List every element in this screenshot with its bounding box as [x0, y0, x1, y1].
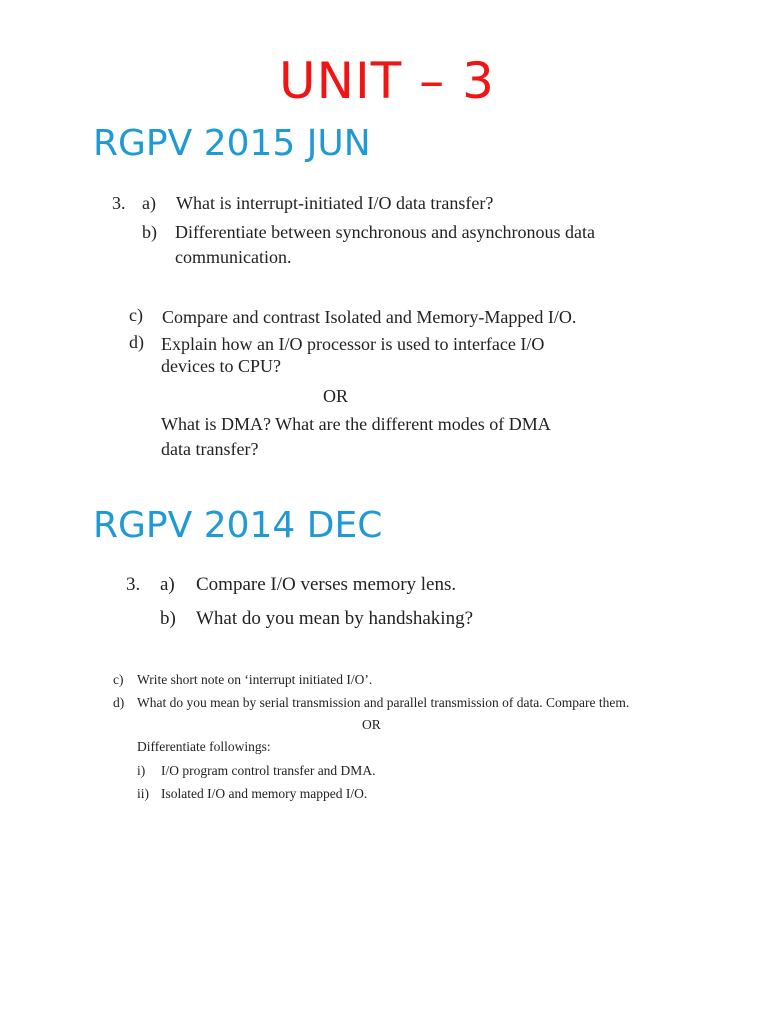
item-text-a: What is interrupt-initiated I/O data transfer?: [176, 193, 494, 213]
alt-intro: Differentiate followings:: [137, 739, 271, 754]
item-text-a: Compare I/O verses memory lens.: [196, 574, 457, 595]
item-label-b: b): [142, 222, 157, 242]
alt-question-line1: What is DMA? What are the different modes of DMA: [161, 414, 551, 434]
alt-item-label-ii: ii): [137, 786, 149, 801]
item-label-a: a): [160, 574, 175, 595]
item-text-b-line2: communication.: [175, 247, 292, 267]
or-separator: OR: [362, 717, 381, 732]
or-separator: OR: [323, 386, 349, 406]
item-text-c: Write short note on ‘interrupt initiated I/O’.: [137, 672, 373, 687]
item-label-d: d): [129, 332, 144, 352]
alt-item-text-i: I/O program control transfer and DMA.: [161, 763, 376, 778]
item-label-c: c): [129, 305, 143, 325]
item-text-d-line2: devices to CPU?: [161, 356, 281, 376]
item-label-c: c): [113, 672, 124, 687]
item-text-c: Compare and contrast Isolated and Memory-Mapped I/O.: [162, 307, 577, 327]
section-heading-2014-dec: RGPV 2014 DEC: [93, 505, 383, 546]
item-label-d: d): [113, 695, 125, 710]
alt-question-line2: data transfer?: [161, 439, 259, 459]
item-text-b: What do you mean by handshaking?: [196, 608, 474, 629]
item-text-b-line1: Differentiate between synchronous and asynchronous data: [175, 222, 596, 242]
section-heading-2015-jun: RGPV 2015 JUN: [93, 123, 371, 164]
alt-item-label-i: i): [137, 763, 146, 778]
item-text-d: What do you mean by serial transmission and parallel transmission of data. Compare them.: [137, 695, 630, 710]
question-number: 3.: [112, 193, 126, 213]
alt-item-text-ii: Isolated I/O and memory mapped I/O.: [161, 786, 368, 801]
item-label-b: b): [160, 608, 176, 629]
question-number: 3.: [126, 574, 141, 595]
unit-title: UNIT – 3: [279, 52, 495, 110]
item-label-a: a): [142, 193, 156, 213]
item-text-d-line1: Explain how an I/O processor is used to interface I/O: [161, 334, 545, 354]
